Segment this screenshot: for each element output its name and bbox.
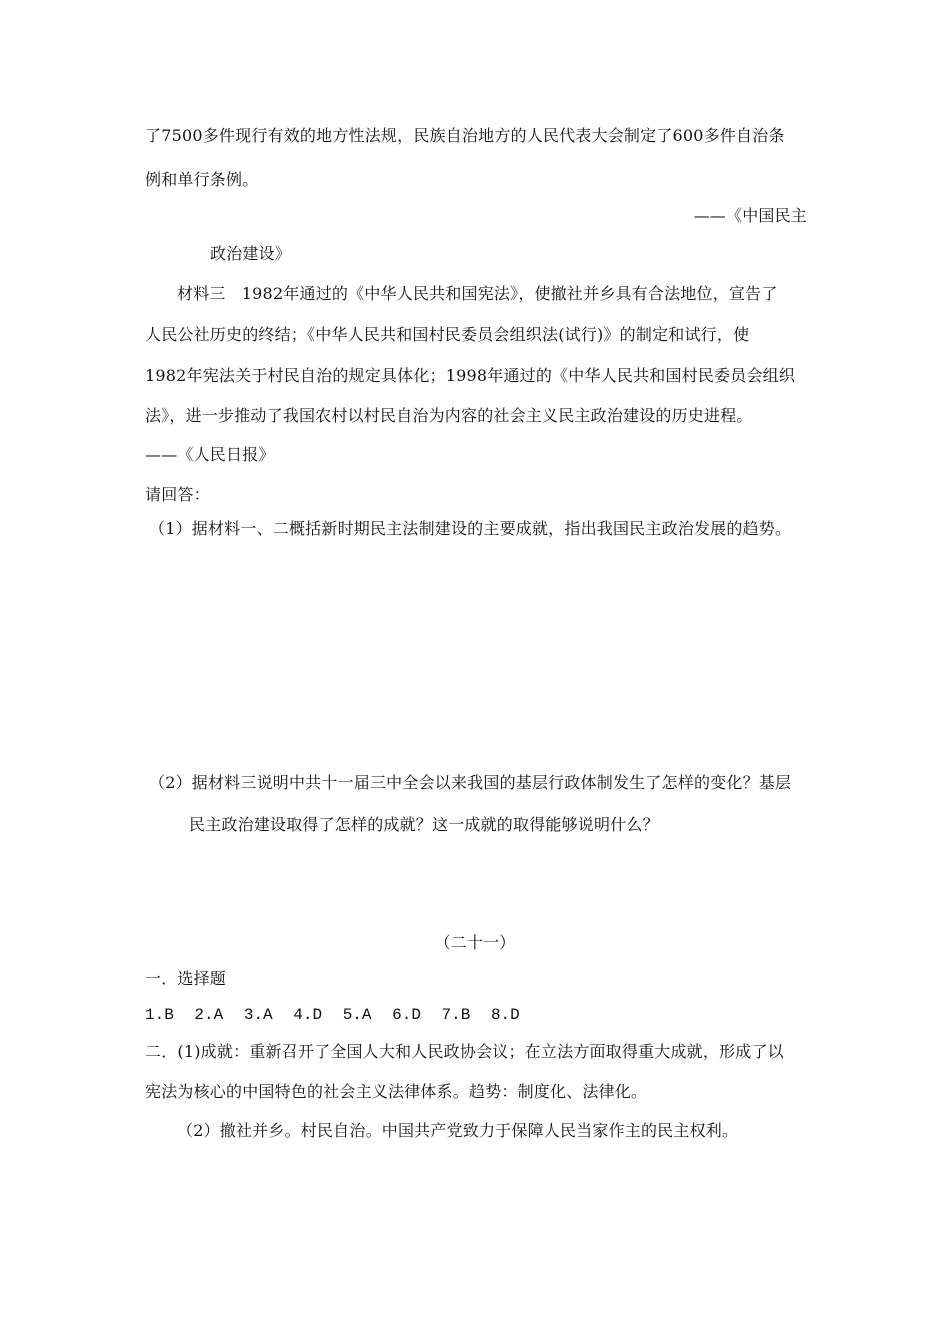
answer-choice: 4.D [293, 1006, 323, 1024]
material2-line2: 例和单行条例。 [145, 170, 259, 189]
material3-line1: 材料三 1982年通过的《中华人民共和国宪法》，使撤社并乡具有合法地位，宣告了 [177, 284, 778, 303]
answer-section1-heading: 一．选择题 [145, 969, 227, 988]
answer-section2-line1: 二．(1)成就：重新召开了全国人大和人民政协会议；在立法方面取得重大成就，形成了以 [145, 1042, 784, 1061]
answer-choice: 3.A [243, 1006, 273, 1024]
material3-line2: 人民公社历史的终结；《中华人民共和国村民委员会组织法(试行)》的制定和试行，使 [145, 325, 750, 344]
question-2-line2: 民主政治建设取得了怎样的成就？这一成就的取得能够说明什么？ [189, 815, 659, 834]
answer-choice: 1.B [145, 1006, 174, 1024]
answer-choices [145, 1005, 531, 1025]
answer-choice: 2.A [194, 1006, 224, 1024]
prompt-text: 请回答： [145, 485, 210, 504]
answer-section2-line2: 宪法为核心的中国特色的社会主义法律体系。趋势：制度化、法律化。 [145, 1082, 648, 1101]
answer-section2-part2: （2）撤社并乡。村民自治。中国共产党致力于保障人民当家作主的民主权利。 [177, 1121, 739, 1140]
answer-key-title: （二十一） [434, 933, 516, 952]
material3-line3: 1982年宪法关于村民自治的规定具体化；1998年通过的《中华人民共和国村民委员会组织 [145, 366, 796, 385]
answer-choice: 7.B [441, 1006, 471, 1024]
answer-choice: 6.D [392, 1006, 421, 1024]
material3-line4: 法》，进一步推动了我国农村以村民自治为内容的社会主义民主政治建设的历史进程。 [145, 406, 753, 425]
question-2-line1: （2）据材料三说明中共十一届三中全会以来我国的基层行政体制发生了怎样的变化？基层 [149, 773, 792, 792]
question-1: （1）据材料一、二概括新时期民主法制建设的主要成就，指出我国民主政治发展的趋势。 [149, 519, 792, 538]
answer-choice: 8.D [490, 1006, 520, 1024]
material2-source-part1: ——《中国民主 [693, 206, 807, 225]
material3-source: ——《人民日报》 [145, 445, 275, 464]
material2-source-part2: 政治建设》 [210, 244, 292, 263]
answer-choice: 5.A [342, 1006, 372, 1024]
material2-line1: 了7500多件现行有效的地方性法规，民族自治地方的人民代表大会制定了600多件自治条 [145, 126, 785, 145]
